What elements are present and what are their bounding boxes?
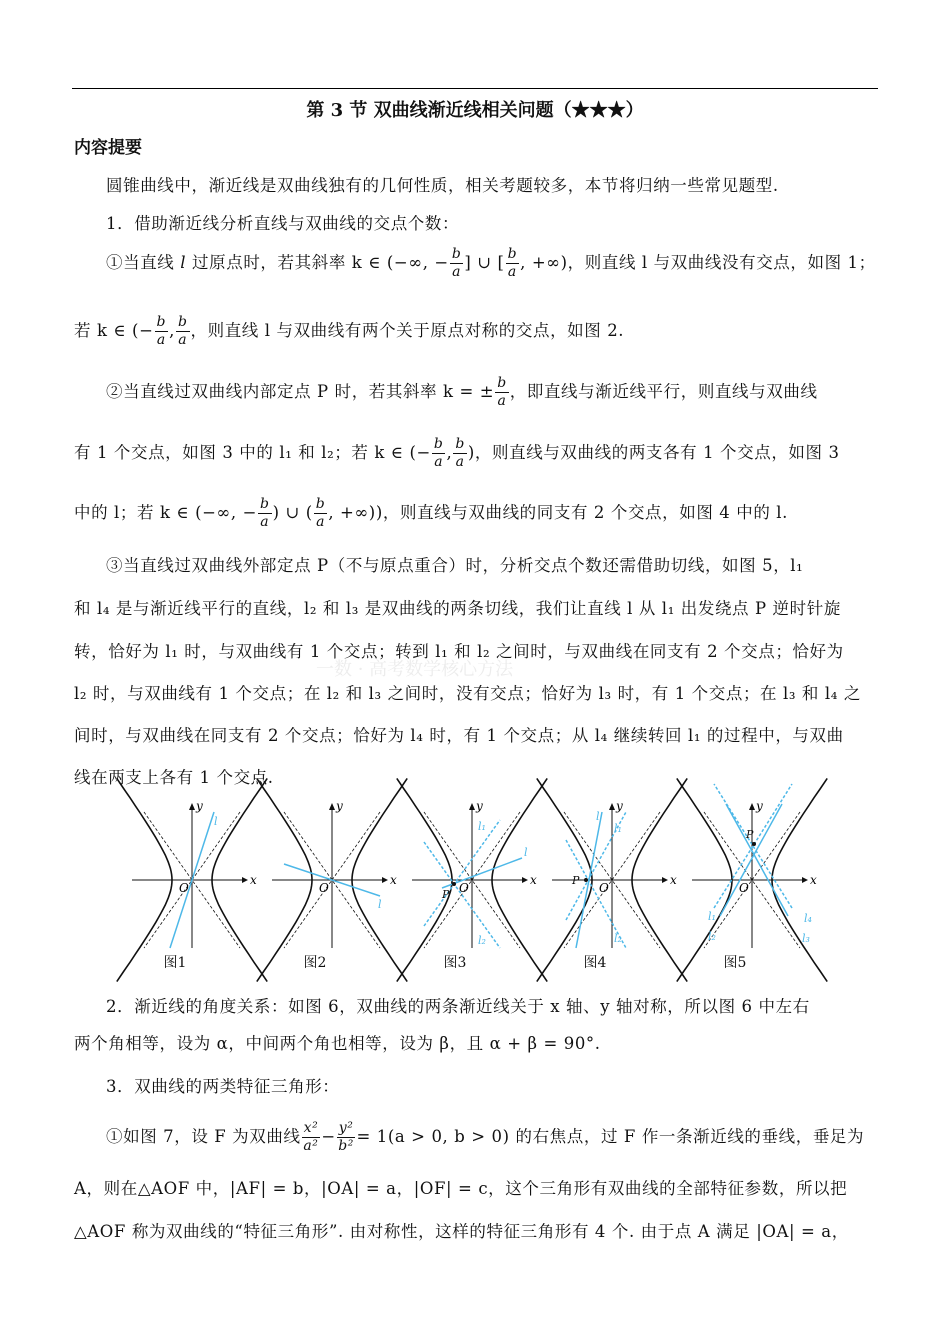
text: ①如图 7，设 F 为双曲线 <box>106 1127 301 1146</box>
math: , <box>169 321 175 340</box>
x-axis-arrow <box>242 877 248 883</box>
point-p <box>584 878 588 882</box>
y-axis-label: y <box>756 799 763 813</box>
para-3d: l₂ 时，与双曲线有 1 个交点；在 l₂ 和 l₃ 之间时，没有交点；恰好为 l₃ 时，有 1 个交点；在 l₃ 和 l₄ 之 <box>74 684 861 703</box>
line-l-label: l <box>214 815 218 828</box>
math: l <box>180 253 187 272</box>
text: 有 1 个交点，如图 3 中的 l₁ 和 l₂；若 k ∈ (− <box>74 443 431 462</box>
frac-b-over-a: $\frac{b}{a}$ <box>451 246 462 280</box>
line-l3-label: l₃ <box>802 932 810 945</box>
figure-2 <box>270 800 395 950</box>
point-p <box>752 842 756 846</box>
section-2-line-a: 2．渐近线的角度关系：如图 6，双曲线的两条渐近线关于 x 轴、y 轴对称，所以图 6 中左右 <box>106 997 810 1016</box>
origin-label: O <box>319 881 329 895</box>
text: )，则直线与双曲线的两支各有 1 个交点，如图 3 <box>467 443 840 462</box>
section-title: 第 3 节 双曲线渐近线相关问题（★★★） <box>306 100 644 121</box>
top-rule <box>72 88 878 89</box>
point-p-label: P <box>746 828 754 841</box>
origin-label: O <box>739 881 749 895</box>
text: = 1(a > 0, b > 0) 的右焦点，过 F 作一条渐近线的垂线，垂足为 <box>356 1127 865 1146</box>
content-summary-heading: 内容提要 <box>74 138 142 158</box>
y-axis-label: y <box>336 799 343 813</box>
para-2b <box>74 436 880 471</box>
para-3c: 转，恰好为 l₁ 时，与双曲线有 1 个交点；转到 l₁ 和 l₂ 之间时，与双曲线在同支有 2 个交点；恰好为 <box>74 642 844 661</box>
para-2a <box>106 375 880 410</box>
x-axis-label: x <box>390 873 397 887</box>
frac-b-over-a: $\frac{b}{a}$ <box>315 496 326 530</box>
math: , +∞) <box>520 253 568 272</box>
frac-b-over-a: $\frac{b}{a}$ <box>497 375 507 409</box>
figure-1-caption: 图1 <box>163 955 187 971</box>
para-2c <box>74 496 880 531</box>
section-3-heading: 3．双曲线的两类特征三角形： <box>106 1077 340 1096</box>
frac-y2-over-b2: $\frac{\text{y²}}{\text{b²}}$ <box>338 1120 354 1154</box>
para-q1c: △AOF 称为双曲线的“特征三角形”. 由对称性，这样的特征三角形有 4 个. 由于点 A 满足 |OA| = a， <box>74 1222 849 1241</box>
origin-label: O <box>459 881 469 895</box>
y-axis-label: y <box>196 799 203 813</box>
figure-2-caption: 图2 <box>303 955 327 971</box>
frac-b-over-a: $\frac{b}{a}$ <box>455 436 465 470</box>
text: ，则直线 l 与双曲线没有交点，如图 1； <box>567 253 876 272</box>
para-3b: 和 l₄ 是与渐近线平行的直线，l₂ 和 l₃ 是双曲线的两条切线，我们让直线 l 从 l₁ 出发绕点 P 逆时针旋 <box>74 599 841 618</box>
text: ①当直线 <box>106 253 175 272</box>
line-l1-label: l₁ <box>478 820 486 833</box>
y-axis-label: y <box>616 799 623 813</box>
y-axis-arrow <box>189 803 195 810</box>
line-l2-label: l₂ <box>614 932 622 945</box>
line-l2 <box>720 804 782 916</box>
line-l-label: l <box>378 898 382 911</box>
line-l2-label: l₂ <box>708 930 716 943</box>
para-1a <box>106 246 880 281</box>
line-l2-label: l₂ <box>478 934 486 947</box>
point-p <box>452 882 456 886</box>
y-axis-arrow <box>469 803 475 810</box>
figure-5 <box>690 800 815 950</box>
frac-b-over-a: $\frac{b}{a}$ <box>156 314 167 348</box>
para-3f: 线在两支上各有 1 个交点. <box>74 768 274 787</box>
frac-b-over-a: $\frac{b}{a}$ <box>507 246 518 280</box>
para-1b <box>74 314 880 349</box>
line-l-label: l <box>524 846 528 859</box>
point-p-label: P <box>572 874 580 887</box>
math: , +∞) <box>328 503 376 522</box>
y-axis-label: y <box>476 799 483 813</box>
math: ] ∪ [ <box>464 253 505 272</box>
para-q1a <box>106 1120 880 1155</box>
origin-label: O <box>599 881 609 895</box>
figure-3 <box>410 800 535 950</box>
math: − <box>321 1127 336 1146</box>
line-l1-label: l₁ <box>614 822 622 835</box>
frac-b-over-a: $\frac{b}{a}$ <box>177 314 188 348</box>
figure-5-caption: 图5 <box>723 955 747 971</box>
x-axis-arrow <box>522 877 528 883</box>
para-3a: ③当直线过双曲线外部定点 P（不与原点重合）时，分析交点个数还需借助切线，如图 5，l₁ <box>106 556 804 575</box>
line-l3 <box>726 804 788 916</box>
para-q1b: A，则在△AOF 中，|AF| = b，|OA| = a，|OF| = c，这个三角形有双曲线的全部特征参数，所以把 <box>74 1179 848 1198</box>
x-axis-label: x <box>670 873 677 887</box>
text: )，则直线与双曲线的同支有 2 个交点，如图 4 中的 l. <box>375 503 789 522</box>
math: k ∈ (−∞, − <box>351 253 449 272</box>
y-axis-arrow <box>609 803 615 810</box>
math: 若 k ∈ (− <box>74 321 154 340</box>
x-axis-arrow <box>662 877 668 883</box>
figure-1 <box>130 800 255 950</box>
x-axis-label: x <box>250 873 257 887</box>
frac-x2-over-a2: $\frac{\text{x²}}{\text{a²}}$ <box>303 1120 319 1154</box>
x-axis-label: x <box>530 873 537 887</box>
section-2-line-b: 两个角相等，设为 α，中间两个角也相等，设为 β，且 α + β = 90°. <box>74 1034 601 1053</box>
line-l-label: l <box>596 810 600 823</box>
line-l1-label: l₁ <box>708 910 716 923</box>
intro-paragraph: 圆锥曲线中，渐近线是双曲线独有的几何性质，相关考题较多，本节将归纳一些常见题型. <box>106 176 779 195</box>
math: , <box>446 443 453 462</box>
section-1-heading: 1．借助渐近线分析直线与双曲线的交点个数： <box>106 214 460 233</box>
math: ) ∪ ( <box>272 503 313 522</box>
watermark: 一数 · 高考数学核心方法 <box>316 659 514 680</box>
y-axis-arrow <box>749 803 755 810</box>
x-axis-arrow <box>382 877 388 883</box>
para-3e: 间时，与双曲线在同支有 2 个交点；恰好为 l₄ 时，有 1 个交点；从 l₄ 继续转回 l₁ 的过程中，与双曲 <box>74 726 844 745</box>
figure-4 <box>550 800 675 950</box>
x-axis-label: x <box>810 873 817 887</box>
text: 过原点时，若其斜率 <box>192 253 346 272</box>
figures-row <box>130 800 830 980</box>
text: ，即直线与渐近线平行，则直线与双曲线 <box>509 382 818 401</box>
text: 中的 l；若 k ∈ (−∞, − <box>74 503 257 522</box>
line-l4-label: l₄ <box>804 912 812 925</box>
figure-4-caption: 图4 <box>583 955 607 971</box>
point-p-label: P <box>442 888 450 901</box>
x-axis-arrow <box>802 877 808 883</box>
origin-label: O <box>179 881 189 895</box>
y-axis-arrow <box>329 803 335 810</box>
figure-3-caption: 图3 <box>443 955 467 971</box>
frac-b-over-a: $\frac{b}{a}$ <box>433 436 444 470</box>
frac-b-over-a: $\frac{b}{a}$ <box>260 496 270 530</box>
text: ，则直线 l 与双曲线有两个关于原点对称的交点，如图 2. <box>190 321 625 340</box>
text: ②当直线过双曲线内部定点 P 时，若其斜率 k = ± <box>106 382 495 401</box>
